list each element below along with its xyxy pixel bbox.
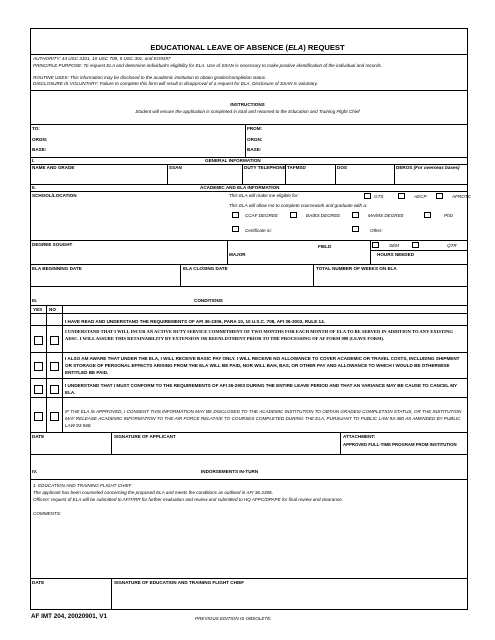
gts-checkbox[interactable] <box>364 193 371 199</box>
duty-phone-label: DUTY TELEPHONE <box>244 165 286 170</box>
mams-label: MA/MS DEGREE <box>368 213 404 218</box>
condition-2-text: I UNDERSTAND THAT I WILL INCUR AN ACTIVE DUTY SERVICE COMMITMENT OF TWO MONTHS FOR EACH MONTH OF ELA TO BE SERVED IN ADDITION TO ANY EXISTING ADSC. I WILL ASSURE THIS RETAINABILITY BY EXTENSION OR REENLISTMENT PRIOR TO THE PROCESSING OF AF FORM 988 (LEAVE FORM). <box>65 329 453 342</box>
major-label: MAJOR <box>229 252 246 257</box>
gts-label: GTS <box>374 194 384 199</box>
hours-needed-label: HOURS NEEDED <box>377 252 415 257</box>
condition-5-no-checkbox[interactable] <box>50 412 59 421</box>
section-4-heading: INDORSEMENTS IN-TURN <box>201 469 259 474</box>
obsolete-notice: PREVIOUS EDITION IS OBSOLETE. <box>195 616 272 621</box>
authority-text: AUTHORITY: 44 USC 3101, 10 USC 708, 5 USC 301, and EO9397 <box>33 56 171 61</box>
aecp-label: AECP <box>414 194 427 199</box>
routine-uses-text: ROUTINE USES: This information may be disclosed to the academic institution to obtain grades/completion status. <box>33 75 267 80</box>
dos-label: DOS <box>337 165 347 170</box>
applicant-date-label: DATE <box>32 434 45 439</box>
babs-checkbox[interactable] <box>290 212 297 218</box>
ccaf-checkbox[interactable] <box>232 212 239 218</box>
attachment-label: ATTACHMENT: <box>343 434 376 439</box>
section-4-number: IV. <box>32 469 38 474</box>
section-2-number: II. <box>32 185 36 190</box>
attachment-value: APPROVED FULL-TIME PROGRAM FROM INSTITUTION <box>343 442 457 447</box>
qtr-label: QTR <box>447 243 457 248</box>
phd-label: PhD <box>444 213 453 218</box>
afrotc-label: AFROTC <box>452 194 471 199</box>
ela-begin-date-label: ELA BEGINNING DATE <box>32 266 82 271</box>
flight-chief-signature-label: SIGNATURE OF EDUCATION AND TRAINING FLIGHT CHIEF <box>114 580 245 585</box>
tafmsd-label: TAFMSD <box>287 165 306 170</box>
babs-label: BA/BS DEGREE <box>306 213 341 218</box>
afrotc-checkbox[interactable] <box>436 193 443 199</box>
condition-1-text: I HAVE READ AND UNDERSTAND THE REQUIREMENTS OF AFI 36-2306, PARA 10, 10 U.S.C. 708, AFI 36-3003, RULE 14. <box>65 319 325 324</box>
certificate-label: Certificate in: <box>245 228 272 233</box>
name-grade-label: NAME AND GRADE <box>32 165 75 170</box>
indorsement-1-line-1: The applicant has been counseled concerning the proposed ELA and meets the conditions as outlined in AFI 36-2306. <box>33 490 273 495</box>
orgn-left-label: ORGN: <box>32 137 48 142</box>
condition-2-no-checkbox[interactable] <box>50 336 59 345</box>
orgn-right-label: ORGN: <box>247 137 263 142</box>
indorsement-1-heading: 1. EDUCATION AND TRAINING FLIGHT CHIEF <box>33 483 132 488</box>
section-3-heading: CONDITIONS <box>194 298 223 303</box>
section-1-heading: GENERAL INFORMATION <box>205 158 261 163</box>
ela-closing-date-label: ELA CLOSING DATE <box>183 266 228 271</box>
other-checkbox[interactable] <box>352 226 359 232</box>
mams-checkbox[interactable] <box>352 212 359 218</box>
section-2-heading: ACADEMIC AND ELA INFORMATION <box>200 185 280 190</box>
sem-label: SEM <box>389 243 399 248</box>
deros-label: DEROS (For overseas bases) <box>396 165 460 170</box>
indorsement-1-line-2: Officers' request of ELA will be submitted to AFIT/RR for further evaluation and review and submitted to HQ AFPC/DPAPE for final review and clearance. <box>33 497 343 502</box>
section-1-number: I. <box>32 158 35 163</box>
condition-2-yes-checkbox[interactable] <box>34 336 43 345</box>
total-weeks-label: TOTAL NUMBER OF WEEKS ON ELA <box>316 266 397 271</box>
from-label: FROM: <box>247 126 263 131</box>
yes-column-header: YES <box>33 307 43 312</box>
form-title: EDUCATIONAL LEAVE OF ABSENCE (ELA) REQUEST <box>150 43 345 52</box>
school-location-label: SCHOOL/LOCATION <box>32 193 77 198</box>
principle-purpose-text: PRINCIPLE PURPOSE: To request ELA and determine individual's eligibility for ELA. Use of SSAN is necessary to make positive identification of the individual and records. <box>33 63 383 68</box>
condition-5-yes-checkbox[interactable] <box>34 412 43 421</box>
base-right-label: BASE: <box>247 147 262 152</box>
condition-3-text: I ALSO AM AWARE THAT UNDER THE ELA, I WILL RECEIVE BASIC PAY ONLY. I WILL RECEIVE NO ALLOWANCE TO COVER ACADEMIC OR TRAVEL COSTS, INCLUDING SHIPMENT OR STORAGE OF PERSONAL EFFECTS ARISING FROM THE ELA WILL BE PAID, NOR WILL BAH, BAS, OR OTHER PAY AND ALLOWANCE TO WHICH I WOULD BE OTHERWISE ENTITLED BE PAID. <box>65 356 460 376</box>
flight-chief-date-label: DATE <box>32 580 45 585</box>
condition-4-yes-checkbox[interactable] <box>34 385 43 394</box>
instructions-text: Student will ensure the application is completed in total and returned to the Education and Training Flight Chief <box>135 109 360 114</box>
eligible-text: This ELA will make me eligible for: <box>229 193 299 198</box>
certificate-checkbox[interactable] <box>232 226 239 232</box>
ssan-label: SSAN <box>169 165 182 170</box>
applicant-signature-label: SIGNATURE OF APPLICANT <box>114 434 176 439</box>
comments-area[interactable] <box>31 518 467 574</box>
comments-label: COMMENTS: <box>33 511 62 516</box>
condition-3-no-checkbox[interactable] <box>50 362 59 371</box>
condition-3-yes-checkbox[interactable] <box>34 362 43 371</box>
other-label: Other: <box>370 228 383 233</box>
condition-5-text: IF THE ELA IS APPROVED, I CONSENT THIS INFORMATION MAY BE DISCLOSED TO THE ACADEMIC INSTITUTION TO OBTAIN GRADES/ COMPLETION STATUS, OR THE INSTITUTION MAY RELEASE ACADEMIC INFORMATION TO THE AIR FORCE RELATIVE TO COURSES COMPLETED DURING THE ELA, PURSUANT TO PUBLIC LAW 93-380 AS AMENDED BY PUBLIC LAW 93-568. <box>65 409 462 428</box>
to-label: TO: <box>32 126 40 131</box>
form-id: AF IMT 204, 20020901, V1 <box>31 613 107 620</box>
ccaf-label: CCAF DEGREE <box>245 213 279 218</box>
base-left-label: BASE: <box>32 147 47 152</box>
condition-4-no-checkbox[interactable] <box>50 385 59 394</box>
degree-sought-label: DEGREE SOUGHT <box>32 242 73 247</box>
phd-checkbox[interactable] <box>424 212 431 218</box>
condition-4-text: I UNDERSTAND THAT I MUST CONFORM TO THE REQUIREMENTS OF AFI 36-2903 DURING THE ENTIRE LEAVE PERIOD AND THAT AN VARIANCE MAY BE CAUSE TO CANCEL MY ELA. <box>65 383 458 396</box>
qtr-checkbox[interactable] <box>412 242 419 248</box>
section-3-number: III. <box>32 298 38 303</box>
instructions-heading: INSTRUCTIONS <box>230 102 265 107</box>
aecp-checkbox[interactable] <box>398 193 405 199</box>
no-column-header: NO <box>49 307 56 312</box>
disclosure-text: DISCLOSURE IS VOLUNTARY: Failure to complete this form will result in disapproval of a request for ELA. Disclosure of SSAN is voluntary. <box>33 81 318 86</box>
sem-checkbox[interactable] <box>372 242 379 248</box>
coursework-text: This ELA will allow me to complete coursework and graduate with a: <box>229 203 368 208</box>
field-label: FIELD <box>318 244 332 249</box>
